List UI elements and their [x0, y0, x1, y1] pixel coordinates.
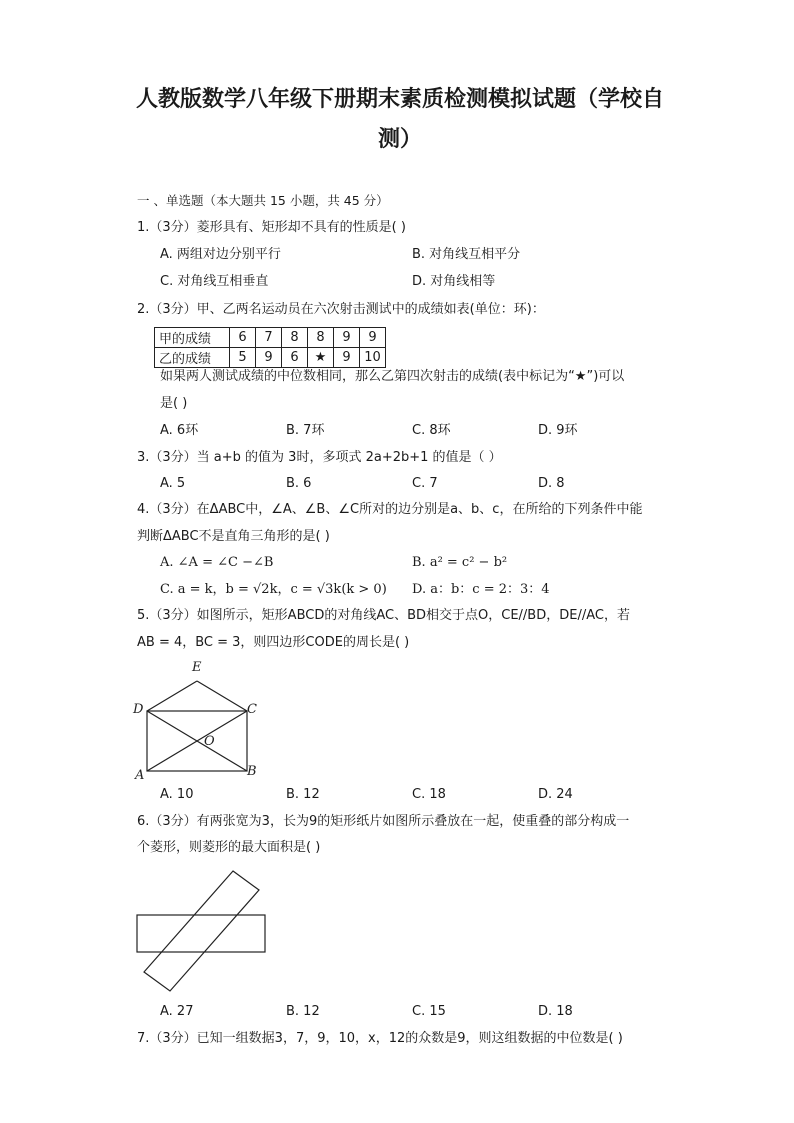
table-cell: 8 [308, 328, 334, 348]
q6-option-c: C. 15 [412, 1004, 446, 1019]
q3-option-d: D. 8 [538, 476, 565, 491]
table-cell: 10 [360, 348, 386, 368]
table-cell: 9 [334, 328, 360, 348]
q2-option-d: D. 9环 [538, 423, 578, 438]
q6-stem-2: 个菱形，则菱形的最大面积是( ) [137, 840, 321, 855]
rectangle-figure [130, 655, 270, 785]
q2-text-2: 是( ) [160, 396, 188, 411]
q5-option-a: A. 10 [160, 787, 194, 802]
q4-stem-2: 判断ΔABC不是直角三角形的是( ) [137, 529, 330, 544]
q7-stem: 7.（3分）已知一组数据3，7，9，10，x，12的众数是9，则这组数据的中位数是( ) [137, 1031, 623, 1046]
q5-stem-1: 5.（3分）如图所示，矩形ABCD的对角线AC、BD相交于点O，CE//BD，DE//AC，若 [137, 608, 630, 623]
label-c: C [247, 702, 257, 717]
table-row [155, 348, 386, 368]
table-cell: 乙的成绩 [155, 348, 230, 368]
table-cell: 8 [282, 328, 308, 348]
q2-option-a: A. 6环 [160, 423, 199, 438]
q1-option-d: D. 对角线相等 [412, 274, 496, 289]
q4-option-b: B. a² = c² − b² [412, 555, 508, 570]
q6-option-d: D. 18 [538, 1004, 573, 1019]
table-cell: 9 [256, 348, 282, 368]
q1-option-b: B. 对角线互相平分 [412, 247, 521, 262]
q4-stem-1: 4.（3分）在ΔABC中，∠A、∠B、∠C所对的边分别是a、b、c，在所给的下列条件中能 [137, 502, 643, 517]
segment-de [147, 681, 197, 711]
q4-option-d: D. a：b：c = 2：3：4 [412, 582, 550, 597]
label-a: A [135, 768, 145, 783]
q2-text-1: 如果两人测试成绩的中位数相同，那么乙第四次射击的成绩(表中标记为“★”)可以 [160, 369, 625, 384]
table-cell: 5 [230, 348, 256, 368]
q5-option-b: B. 12 [286, 787, 320, 802]
table-row [155, 328, 386, 348]
label-b: B [247, 764, 257, 779]
table-cell: 6 [230, 328, 256, 348]
q1-option-a: A. 两组对边分别平行 [160, 247, 281, 262]
q6-stem-1: 6.（3分）有两张宽为3，长为9的矩形纸片如图所示叠放在一起，使重叠的部分构成一 [137, 814, 630, 829]
q2-option-c: C. 8环 [412, 423, 451, 438]
q2-option-b: B. 7环 [286, 423, 325, 438]
tilted-strip [144, 871, 259, 991]
table-cell: ★ [308, 348, 334, 368]
page-title-line-1: 人教版数学八年级下册期末素质检测模拟试题（学校自 [135, 87, 664, 112]
segment-ce [197, 681, 247, 711]
q1-option-c: C. 对角线互相垂直 [160, 274, 269, 289]
q1-stem: 1.（3分）菱形具有、矩形却不具有的性质是( ) [137, 220, 406, 235]
table-cell: 9 [360, 328, 386, 348]
q3-option-a: A. 5 [160, 476, 186, 491]
q6-option-b: B. 12 [286, 1004, 320, 1019]
label-d: D [133, 702, 144, 717]
q2-stem: 2.（3分）甲、乙两名运动员在六次射击测试中的成绩如表(单位：环)： [137, 302, 545, 317]
table-cell: 9 [334, 348, 360, 368]
label-e: E [192, 660, 202, 675]
label-o: O [204, 734, 215, 749]
q5-stem-2: AB = 4，BC = 3，则四边形CODE的周长是( ) [137, 635, 410, 650]
q3-option-c: C. 7 [412, 476, 438, 491]
table-cell: 甲的成绩 [155, 328, 230, 348]
horizontal-strip [137, 915, 265, 952]
q4-option-a: A. ∠A = ∠C −∠B [160, 555, 274, 570]
table-cell: 7 [256, 328, 282, 348]
q3-option-b: B. 6 [286, 476, 312, 491]
q3-stem: 3.（3分）当 a+b 的值为 3时，多项式 2a+2b+1 的值是（ ） [137, 450, 502, 465]
q5-option-c: C. 18 [412, 787, 446, 802]
table-cell: 6 [282, 348, 308, 368]
section-heading: 一 、单选题（本大题共 15 小题，共 45 分） [137, 193, 389, 208]
q6-option-a: A. 27 [160, 1004, 194, 1019]
overlapping-strips-figure [130, 865, 275, 995]
q5-option-d: D. 24 [538, 787, 573, 802]
page-title-line-2: 测） [377, 127, 422, 152]
score-table [154, 327, 386, 368]
q4-option-c: C. a = k，b = √2k，c = √3k(k > 0) [160, 582, 387, 597]
